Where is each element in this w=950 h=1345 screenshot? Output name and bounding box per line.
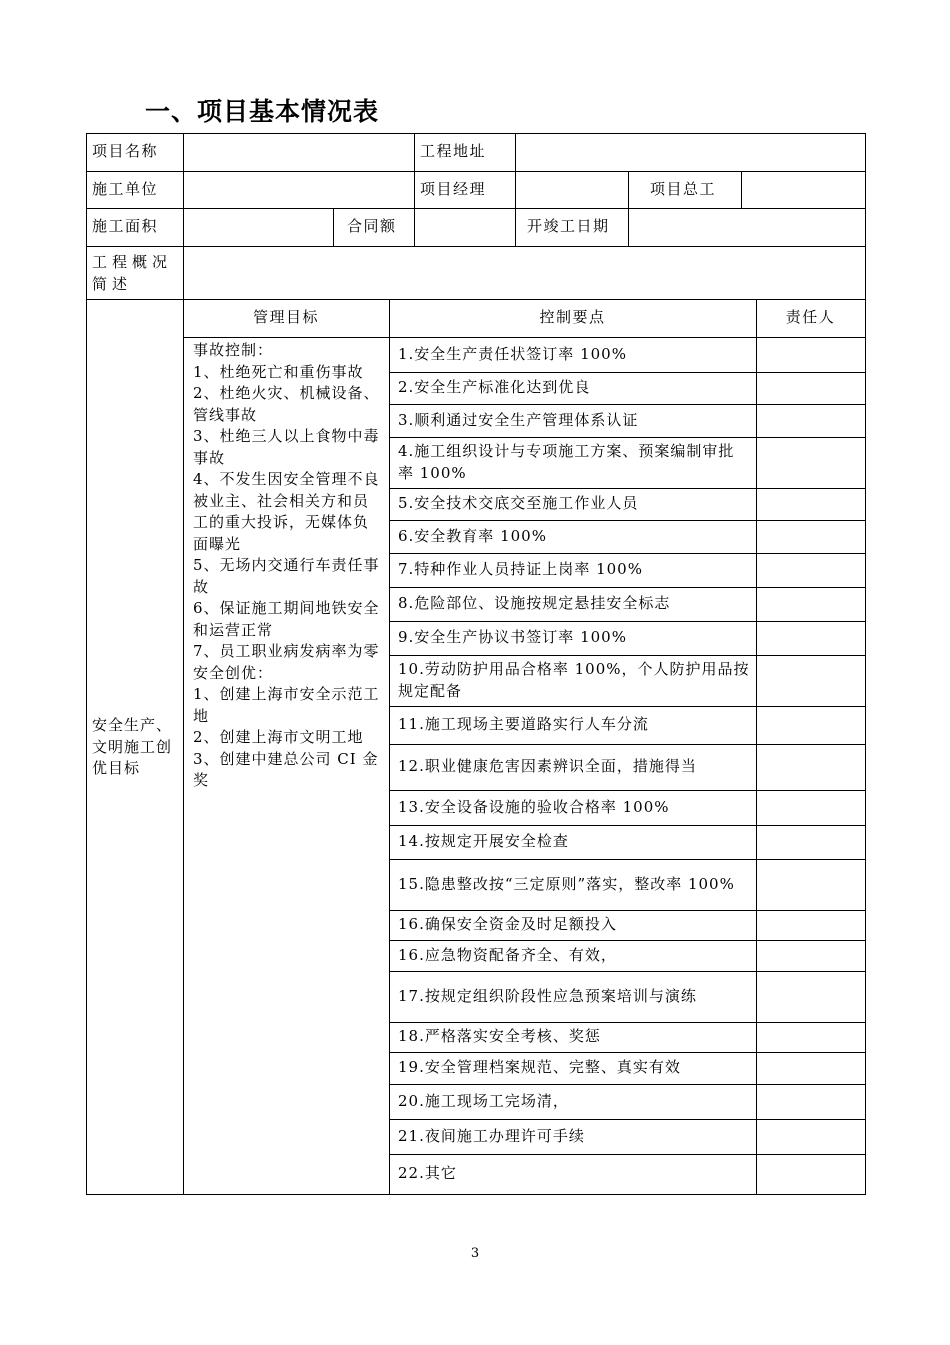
owner-field[interactable]	[756, 337, 865, 372]
contract-amount-label: 合同额	[347, 217, 397, 236]
control-point-item: 3.顺利通过安全生产管理体系认证	[398, 410, 639, 429]
v-rule	[414, 133, 415, 247]
h-rule	[86, 246, 866, 247]
goal-line: 1、杜绝死亡和重伤事故	[193, 362, 364, 381]
control-point-item: 10.劳动防护用品合格率 100%，个人防护用品按规定配备	[398, 660, 750, 700]
targets-section-label: 安全生产、文明施工创优目标	[92, 716, 173, 777]
h-rule	[389, 971, 866, 972]
control-point-item: 22.其它	[398, 1164, 457, 1183]
control-point-item: 19.安全管理档案规范、完整、真实有效	[398, 1058, 681, 1077]
h-rule	[389, 437, 866, 438]
goal-line: 奖	[193, 771, 210, 789]
goal-line: 4、不发生因安全管理不良	[193, 470, 380, 488]
owner-field[interactable]	[756, 1022, 865, 1052]
h-rule	[389, 940, 866, 941]
control-point-item: 16.确保安全资金及时足额投入	[398, 915, 617, 934]
owner-field[interactable]	[756, 1154, 865, 1194]
goal-line: 3、创建中建总公司 CI 金	[193, 749, 379, 768]
control-point-item: 18.严格落实安全考核、奖惩	[398, 1027, 601, 1046]
owner-field[interactable]	[756, 1052, 865, 1084]
construction-area-field[interactable]	[183, 208, 333, 246]
v-rule	[628, 171, 629, 247]
v-rule	[515, 133, 516, 247]
project-name-field[interactable]	[183, 133, 414, 171]
h-rule	[389, 372, 866, 373]
project-manager-field[interactable]	[515, 171, 628, 208]
goal-line: 3、杜绝三人以上食物中毒	[193, 427, 380, 445]
control-point-item: 1.安全生产责任状签订率 100%	[398, 344, 627, 363]
goal-line: 事故	[193, 448, 226, 467]
control-point-item: 6.安全教育率 100%	[398, 526, 547, 545]
control-point-item: 9.安全生产协议书签订率 100%	[398, 628, 627, 647]
goal-line: 2、杜绝火灾、机械设备、	[193, 384, 380, 402]
h-rule	[389, 587, 866, 588]
h-rule	[86, 133, 866, 134]
h-rule	[389, 910, 866, 911]
owner-field[interactable]	[756, 1119, 865, 1154]
owner-field[interactable]	[756, 621, 865, 655]
control-point-item: 5.安全技术交底交至施工作业人员	[398, 494, 639, 513]
address-label: 工程地址	[420, 142, 487, 161]
control-point-item: 2.安全生产标准化达到优良	[398, 378, 591, 397]
goal-line: 面曝光	[193, 534, 242, 553]
v-rule	[183, 133, 184, 1195]
goal-line: 2、创建上海市文明工地	[193, 728, 364, 746]
control-point-item: 13.安全设备设施的验收合格率 100%	[398, 797, 670, 816]
control-point-item: 16.应急物资配备齐全、有效，	[398, 945, 617, 964]
contractor-field[interactable]	[183, 171, 414, 208]
v-rule	[86, 133, 87, 1195]
owner-column-header: 责任人	[785, 308, 836, 327]
goal-line: 5、无场内交通行车责任事	[193, 556, 380, 574]
goal-line: 故	[193, 577, 210, 596]
goal-line: 安全创优：	[193, 663, 274, 682]
h-rule	[389, 744, 866, 745]
v-rule	[756, 299, 757, 1195]
owner-field[interactable]	[756, 825, 865, 859]
goal-line: 地	[193, 706, 210, 725]
owner-field[interactable]	[756, 859, 865, 910]
v-rule	[741, 171, 742, 209]
goal-line: 事故控制：	[193, 341, 274, 359]
control-point-item: 21.夜间施工办理许可手续	[398, 1126, 585, 1145]
control-point-item: 15.隐患整改按“三定原则”落实，整改率 100%	[398, 874, 735, 893]
h-rule	[389, 1052, 866, 1053]
v-rule	[389, 299, 390, 1195]
owner-field[interactable]	[756, 520, 865, 553]
h-rule	[389, 553, 866, 554]
h-rule	[389, 825, 866, 826]
contract-amount-field[interactable]	[414, 208, 515, 246]
owner-field[interactable]	[756, 553, 865, 587]
control-point-item: 20.施工现场工完场清，	[398, 1091, 569, 1110]
h-rule	[86, 171, 866, 172]
owner-field[interactable]	[756, 655, 865, 706]
h-rule	[389, 1022, 866, 1023]
owner-field[interactable]	[756, 790, 865, 825]
h-rule	[389, 404, 866, 405]
control-points-column-header: 控制要点	[539, 308, 606, 327]
chief-engineer-label: 项目总工	[650, 179, 717, 198]
owner-field[interactable]	[756, 744, 865, 790]
address-field[interactable]	[515, 133, 865, 171]
h-rule	[389, 1119, 866, 1120]
control-point-item: 4.施工组织设计与专项施工方案、预案编制审批率 100%	[398, 442, 735, 482]
control-point-item: 14.按规定开展安全检查	[398, 832, 569, 851]
overview-label: 工程概况简述	[92, 253, 173, 293]
owner-field[interactable]	[756, 940, 865, 971]
owner-field[interactable]	[756, 910, 865, 940]
control-point-item: 11.施工现场主要道路实行人车分流	[398, 715, 649, 734]
h-rule	[86, 1194, 866, 1195]
owner-field[interactable]	[756, 488, 865, 520]
start-end-date-field[interactable]	[628, 208, 865, 246]
h-rule	[183, 337, 866, 338]
goal-line: 6、保证施工期间地铁安全	[193, 599, 380, 617]
v-rule	[865, 133, 866, 1195]
owner-field[interactable]	[756, 706, 865, 744]
h-rule	[86, 208, 866, 209]
project-manager-label: 项目经理	[420, 179, 487, 198]
goal-line: 7、员工职业病发病率为零	[193, 642, 380, 660]
project-name-label: 项目名称	[92, 142, 159, 161]
h-rule	[389, 488, 866, 489]
chief-engineer-field[interactable]	[741, 171, 865, 208]
page-number: 3	[470, 1246, 480, 1261]
contractor-label: 施工单位	[92, 179, 159, 198]
owner-field[interactable]	[756, 372, 865, 404]
goal-line: 1、创建上海市安全示范工	[193, 685, 380, 703]
control-point-item: 12.职业健康危害因素辨识全面，措施得当	[398, 757, 697, 776]
page-title: 一、项目基本情况表	[145, 97, 380, 126]
control-point-item: 7.特种作业人员持证上岗率 100%	[398, 560, 643, 579]
goal-line: 管线事故	[193, 405, 258, 424]
goals-column-header: 管理目标	[252, 308, 319, 327]
owner-field[interactable]	[756, 587, 865, 621]
h-rule	[389, 1084, 866, 1085]
start-end-date-label: 开竣工日期	[527, 217, 610, 236]
h-rule	[389, 621, 866, 622]
h-rule	[389, 520, 866, 521]
goal-line: 被业主、社会相关方和员	[193, 491, 370, 510]
h-rule	[389, 859, 866, 860]
management-goals	[187, 340, 387, 792]
owner-field[interactable]	[756, 404, 865, 437]
goal-line: 工的重大投诉，无媒体负	[193, 513, 370, 531]
overview-field[interactable]	[183, 246, 865, 299]
h-rule	[86, 299, 866, 300]
control-point-item: 8.危险部位、设施按规定悬挂安全标志	[398, 594, 671, 613]
owner-field[interactable]	[756, 437, 865, 488]
h-rule	[389, 790, 866, 791]
goal-line: 和运营正常	[193, 620, 274, 639]
v-rule	[333, 208, 334, 247]
h-rule	[389, 655, 866, 656]
construction-area-label: 施工面积	[92, 217, 159, 236]
h-rule	[389, 1154, 866, 1155]
control-point-item: 17.按规定组织阶段性应急预案培训与演练	[398, 986, 697, 1005]
owner-field[interactable]	[756, 971, 865, 1022]
owner-field[interactable]	[756, 1084, 865, 1119]
h-rule	[389, 706, 866, 707]
